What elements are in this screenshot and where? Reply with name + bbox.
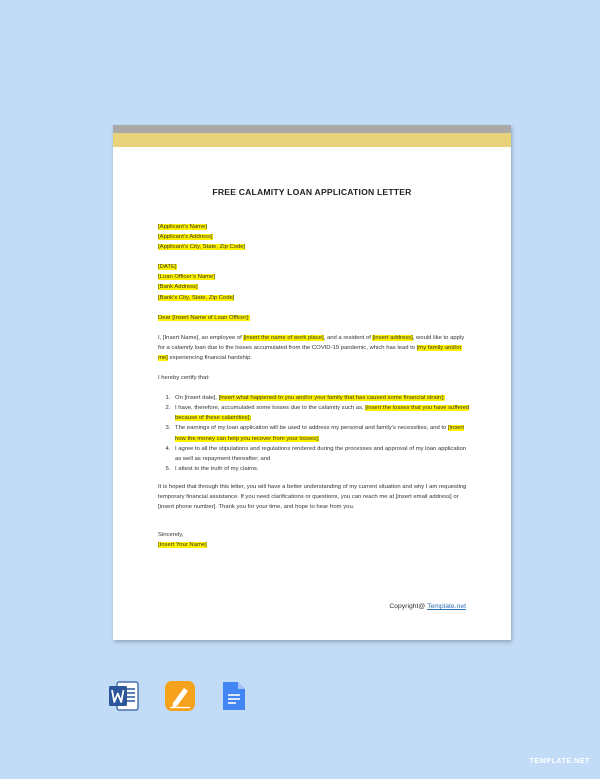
bank-city: [Bank’s City, State, Zip Code]: [158, 294, 235, 301]
header-band-gold: [113, 133, 511, 147]
word-icon[interactable]: [108, 680, 140, 712]
letter-document: [113, 125, 511, 640]
event-placeholder: [insert what happened to you and/or your family that has caused some financial strain];: [218, 395, 445, 402]
list-text: The earnings of my loan application will be used to address my personal and family’s necessities, and to: [175, 425, 448, 432]
sign-off: Sincerely,: [158, 532, 184, 539]
certification-list: [158, 393, 470, 474]
address-placeholder: [insert address]: [372, 334, 413, 341]
bank-address: [Bank Address]: [158, 284, 198, 291]
certify-line: I hereby certify that:: [158, 375, 210, 382]
list-item: 4. I agree to all the stipulations and regulations rendered during the processes and approval of my loan application as well as repayment thereafter; and: [172, 444, 470, 464]
family-placeholder: [my family and/or me]: [158, 344, 462, 361]
intro-text-4: experiencing financial hardship.: [167, 354, 252, 361]
intro-text-1: I, [Insert Name], an employee of: [158, 334, 244, 341]
loan-officer-name: [Loan Officer’s Name]: [158, 274, 215, 281]
list-text: I have, therefore, accumulated some losses due to the calamity such as,: [175, 405, 366, 412]
recovery-placeholder: [insert how the money can help you recover from your losses];: [175, 425, 465, 442]
copyright-label: Copyright@: [389, 603, 428, 610]
list-item: [172, 423, 470, 443]
list-item: 5. I attest to the truth of my claims.: [172, 464, 470, 474]
pages-icon[interactable]: [164, 680, 196, 712]
template-link[interactable]: Template.net: [427, 603, 466, 610]
intro-paragraph: [158, 333, 470, 363]
header-band-grey: [113, 125, 511, 133]
date: [DATE]: [158, 264, 177, 271]
intro-text-3: , would like to apply for a calamity loan due to the losses accumulated from the COVID-19 pandemic, which has lead to: [158, 334, 465, 351]
brand-watermark: TEMPLATE.NET: [529, 758, 590, 765]
intro-text-2: , and a resident of: [323, 334, 373, 341]
workplace-placeholder: [insert the name of work place]: [243, 334, 324, 341]
applicant-name: [Applicant’s Name]: [158, 224, 208, 230]
list-text: On [insert date],: [175, 395, 219, 402]
copyright-notice: [389, 603, 466, 610]
signature-placeholder: [Insert Your Name]: [158, 542, 207, 549]
list-item: [172, 403, 470, 423]
document-title: FREE CALAMITY LOAN APPLICATION LETTER: [212, 187, 412, 197]
losses-placeholder: [insert the losses that you have suffered because of these calamities];: [175, 405, 470, 422]
applicant-address: [Applicant’s Address]: [158, 234, 213, 241]
applicant-city: [Applicant’s City, State, Zip Code]: [158, 244, 246, 251]
letter-body: [158, 222, 470, 550]
closing-paragraph: It is hoped that through this letter, you will have a better understanding of my current situation and why I am requesting temporary financial assistance. If you need clarifications or questions, you can reach me at [insert email address] or [insert phone number]. Thank you for your time, and hope to hear from you.: [158, 483, 467, 511]
list-item: [172, 393, 470, 403]
google-docs-icon[interactable]: [218, 680, 250, 712]
salutation: Dear [Insert Name of Loan Officer]:: [158, 314, 250, 321]
